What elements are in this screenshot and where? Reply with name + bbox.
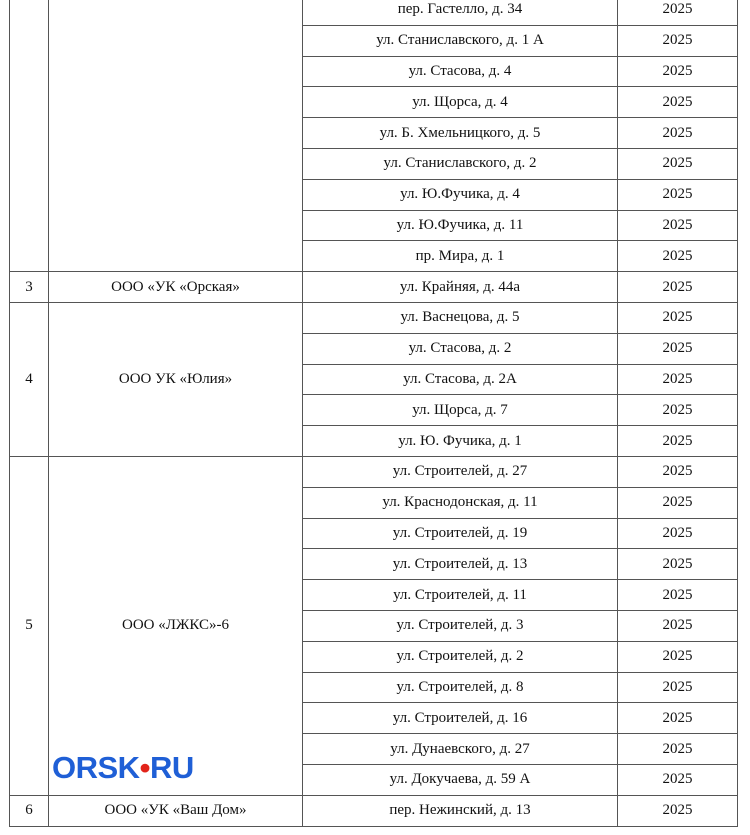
year-cell: 2025 <box>618 210 738 241</box>
row-number: 3 <box>10 272 49 303</box>
table-row <box>10 302 738 333</box>
management-company: ООО УК «Юлия» <box>49 302 303 456</box>
year-cell: 2025 <box>618 179 738 210</box>
address-cell: пер. Нежинский, д. 13 <box>303 795 618 826</box>
year-cell: 2025 <box>618 456 738 487</box>
address-cell: ул. Строителей, д. 16 <box>303 703 618 734</box>
table-row <box>10 272 738 303</box>
year-cell: 2025 <box>618 364 738 395</box>
address-cell: ул. Ю. Фучика, д. 1 <box>303 426 618 457</box>
year-cell: 2025 <box>618 610 738 641</box>
management-company: ООО «ЛЖКС»-6 <box>49 456 303 795</box>
housing-table <box>9 0 738 827</box>
year-cell: 2025 <box>618 580 738 611</box>
management-company: ООО «УК «Ваш Дом» <box>49 795 303 826</box>
year-cell: 2025 <box>618 56 738 87</box>
year-cell: 2025 <box>618 272 738 303</box>
year-cell: 2025 <box>618 25 738 56</box>
year-cell: 2025 <box>618 333 738 364</box>
address-cell: ул. Б. Хмельницкого, д. 5 <box>303 118 618 149</box>
year-cell: 2025 <box>618 118 738 149</box>
address-cell: ул. Стасова, д. 2 <box>303 333 618 364</box>
table-row <box>10 795 738 826</box>
year-cell: 2025 <box>618 426 738 457</box>
year-cell: 2025 <box>618 487 738 518</box>
year-cell: 2025 <box>618 302 738 333</box>
row-number: 4 <box>10 302 49 456</box>
logo-text-left: ORSK <box>52 750 140 785</box>
row-number: 6 <box>10 795 49 826</box>
address-cell: ул. Строителей, д. 8 <box>303 672 618 703</box>
address-cell: ул. Стасова, д. 2А <box>303 364 618 395</box>
address-cell: ул. Станиславского, д. 2 <box>303 148 618 179</box>
management-company: ООО «УК «Орская» <box>49 272 303 303</box>
address-cell: ул. Строителей, д. 2 <box>303 641 618 672</box>
year-cell: 2025 <box>618 734 738 765</box>
year-cell: 2025 <box>618 703 738 734</box>
year-cell: 2025 <box>618 795 738 826</box>
address-cell: ул. Стасова, д. 4 <box>303 56 618 87</box>
year-cell: 2025 <box>618 87 738 118</box>
address-cell: ул. Щорса, д. 4 <box>303 87 618 118</box>
orsk-ru-logo <box>52 752 194 783</box>
year-cell: 2025 <box>618 148 738 179</box>
address-cell: ул. Щорса, д. 7 <box>303 395 618 426</box>
year-cell: 2025 <box>618 0 738 25</box>
address-cell: ул. Докучаева, д. 59 А <box>303 764 618 795</box>
address-cell: пр. Мира, д. 1 <box>303 241 618 272</box>
management-company <box>49 0 303 272</box>
address-cell: ул. Дунаевского, д. 27 <box>303 734 618 765</box>
table-row <box>10 456 738 487</box>
year-cell: 2025 <box>618 518 738 549</box>
logo-text-right: RU <box>149 750 194 785</box>
address-cell: ул. Краснодонская, д. 11 <box>303 487 618 518</box>
year-cell: 2025 <box>618 395 738 426</box>
table-body <box>10 0 738 826</box>
year-cell: 2025 <box>618 764 738 795</box>
year-cell: 2025 <box>618 549 738 580</box>
address-cell: ул. Васнецова, д. 5 <box>303 302 618 333</box>
row-number: 5 <box>10 456 49 795</box>
year-cell: 2025 <box>618 672 738 703</box>
address-cell: ул. Ю.Фучика, д. 11 <box>303 210 618 241</box>
address-cell: пер. Гастелло, д. 34 <box>303 0 618 25</box>
logo-dot: • <box>139 750 150 785</box>
year-cell: 2025 <box>618 641 738 672</box>
address-cell: ул. Строителей, д. 3 <box>303 610 618 641</box>
year-cell: 2025 <box>618 241 738 272</box>
address-cell: ул. Строителей, д. 11 <box>303 580 618 611</box>
address-cell: ул. Строителей, д. 27 <box>303 456 618 487</box>
table-row <box>10 0 738 25</box>
address-cell: ул. Ю.Фучика, д. 4 <box>303 179 618 210</box>
address-cell: ул. Крайняя, д. 44а <box>303 272 618 303</box>
address-cell: ул. Строителей, д. 13 <box>303 549 618 580</box>
row-number <box>10 0 49 272</box>
address-cell: ул. Строителей, д. 19 <box>303 518 618 549</box>
address-cell: ул. Станиславского, д. 1 А <box>303 25 618 56</box>
